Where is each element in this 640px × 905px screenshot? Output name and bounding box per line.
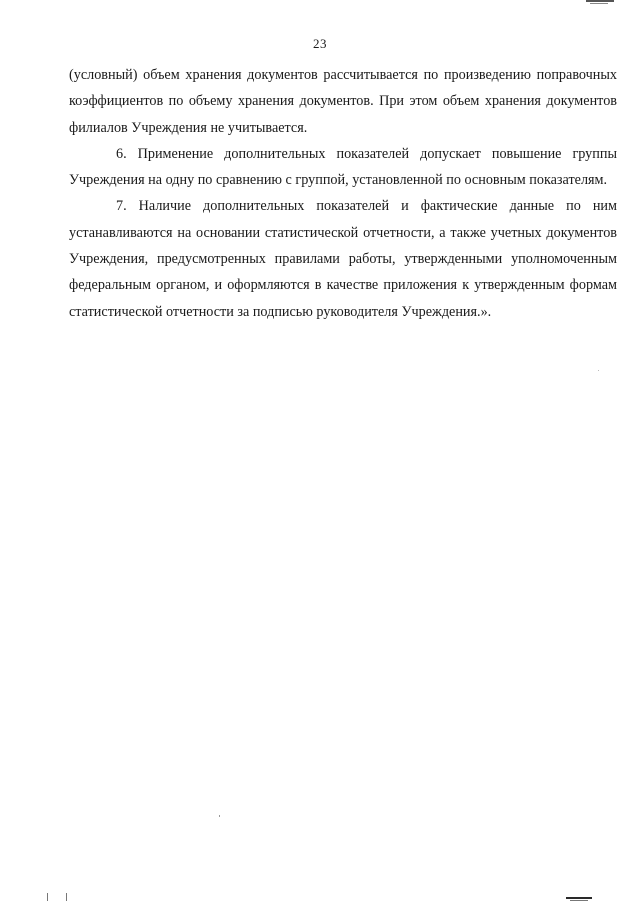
paragraph-volume-storage: (условный) объем хранения документов рассчитывается по произведению поправочных коэффициентов по объему хранения документов. При этом объем хранения документов филиалов Учреждения не учитывается.: [69, 67, 617, 136]
scan-artifact-bottom-right: [566, 897, 592, 899]
page-number: 23: [313, 36, 327, 51]
document-body: [69, 62, 617, 325]
scan-speck-right: [598, 370, 599, 371]
paragraph-item-7: 7. Наличие дополнительных показателей и фактические данные по ним устанавливаются на основании статистической отчетности, а также учетных документов Учреждения, предусмотренных правилами работы, утвержденными уполномоченным федеральным органом, и оформляются в качестве приложения к утвержденным формам статистической отчетности за подписью руководителя Учреждения.».: [69, 198, 617, 320]
scan-speck: [219, 815, 220, 817]
scan-artifact-bottom-left-tick: [47, 893, 48, 901]
scan-artifact-bottom-right-secondary: [570, 900, 588, 901]
paragraph-item-6: 6. Применение дополнительных показателей допускает повышение группы Учреждения на одну по сравнению с группой, установленной по основным показателям.: [69, 145, 617, 189]
scan-artifact-top-right: [586, 0, 614, 2]
scan-artifact-bottom-left-tick-second: [66, 893, 67, 901]
scan-artifact-top-right-secondary: [590, 3, 608, 4]
